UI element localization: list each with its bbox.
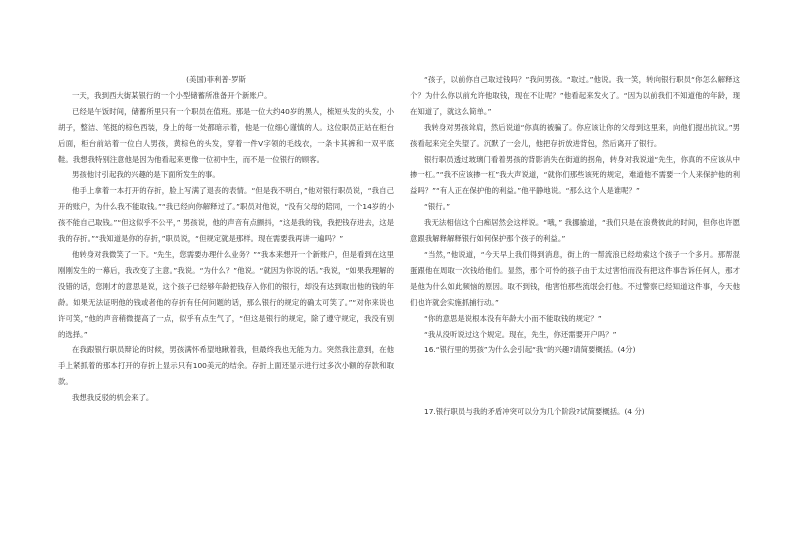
article-paragraph: 我想我反驳的机会来了。: [72, 393, 154, 403]
answer-space: [410, 358, 740, 404]
article-paragraph: 银行职员透过玻璃门看着男孩的背影消失在街道的拐角，转身对我说道“先生，你真的不应该从中掺一杠。”“我不应该掺一杠”我大声说道，“就你们那些该死的规定，难道他不需要一个人来保护他的利益吗？”“有人正在保护他的利益。”他平静地说。“那么这个人是谁呢？”: [410, 154, 740, 196]
question-16: 16.“银行里的男孩”为什么会引起“我”的兴趣?请简要概括。(4分): [424, 345, 636, 355]
article-paragraph: “银行。”: [424, 202, 451, 212]
article-paragraph: 我无法相信这个白痴居然会这样说。“哦，” 我挪揄道，“我们只是在浪费彼此的时间，但你也许愿意跟我解释解释银行如何保护那个孩子的利益。”: [410, 218, 740, 244]
article-paragraph: “当然，”他说道，“今天早上我们得到消息，街上的一帮流浪已经劫索这个孩子一个多月。那帮混蛋跟他在周取一次钱给他们。显然，那个可怜的孩子由于太过害怕而没有把这件事告诉任何人，那才是他为什么如此频恼的原因。取不到钱，他害怕那些流氓会打他。不过警察已经知道这件事，今天他们也许就会实施抓捕行动。”: [410, 249, 740, 307]
question-17: 17.银行职员与我的矛盾冲突可以分为几个阶段?试简要概括。(4 分): [424, 407, 645, 417]
article-paragraph: “孩子，以前你自己取过钱吗？”我问男孩。“取过。”他说。我一笑，转向银行职员“你怎么解释这个？为什么你以前允许他取钱，现在不让呢？”他看起来发火了。“因为以前我们不知道他的年龄，现在知道了，就这么简单。”: [410, 75, 740, 116]
article-paragraph: 已经是午饭时间，储蓄所里只有一个职员在值班。那是一位大约40岁的黑人，梳短头发的头发，小胡子，整洁、笔挺的棕色西装，身上的每一处都暗示着，他是一位细心谨慎的人。这位职员正站在柜台后面，柜台前站着一位白人男孩，黄棕色的头发，穿着一件V字领的毛线衣，一条卡其裤和一双平底鞋。我想我特别注意他是因为他看起来更像一位初中生，而不是一位银行的顾客。: [58, 106, 394, 164]
article-paragraph: “你的意思是说根本没有年龄大小而不能取钱的规定？”: [424, 313, 602, 323]
article-paragraph: 他手上拿着一本打开的存折，脸上写满了退丧的表情。“但是我不明白，”他对银行职员说，“我自己开的账户，为什么我不能取钱。”“我已经向你解释过了。”职员对他说，“没有父母的陪同，一个14岁的小孩不能自己取钱。”“但这似乎不公平，” 男孩说，他的声音有点颤抖，“这是我的钱，我把钱存进去，这是我的存折。”“我知道是你的存折，”职员说，“但规定就是那样。现在需要我再讲一遍吗？”: [58, 186, 394, 244]
article-right-column: [410, 72, 740, 420]
article-byline: (美国)菲利普·罗斯: [186, 75, 246, 84]
article-paragraph: “我从没听说过这个规定。现在，先生，你还需要开户吗？”: [424, 329, 617, 339]
article-paragraph: 他转身对我微笑了一下。“先生，您需要办理什么业务？”“我本来想开一个新账户，但是看到在这里刚刚发生的一幕后，我改变了主意。”我说。“为什么？”他说。“就因为你说的话。”我说，“如果我理解的没错的话，您刚才的意思是说，这个孩子已经够年龄把钱存入你们的银行，却没有达到取出他的钱的年龄。如果无法证明他的钱或者他的存折有任何问题的话，那么银行的规定的确太可笑了。”“对你来说也许可笑，”他的声音稍微提高了一点，似乎有点生气了，“但这是银行的规定，除了遵守规定，我没有别的选择。”: [58, 249, 394, 339]
article-paragraph: 在我跟银行职员辩论的时候，男孩满怀希望地瞅着我，但最终我也无能为力。突然我注意到，在他手上紧抓着的那本打开的存折上显示只有100美元的结余。存折上面还显示进行过多次小额的存款和取款。: [58, 345, 394, 387]
article-paragraph: 我转身对男孩耸肩，然后说道“你真的被骗了。你应该让你的父母到这里来，向他们提出抗议。”男孩看起来完全失望了。沉默了一会儿，他把存折放进背包，然后离开了银行。: [410, 122, 740, 148]
article-left-column: [58, 72, 394, 406]
article-paragraph: 男孩他讨引起我的兴趣的是下面所发生的事。: [72, 170, 220, 180]
article-paragraph: 一天，我到西大街某银行的一个小型储蓄所准备开个新账户。: [72, 90, 272, 100]
